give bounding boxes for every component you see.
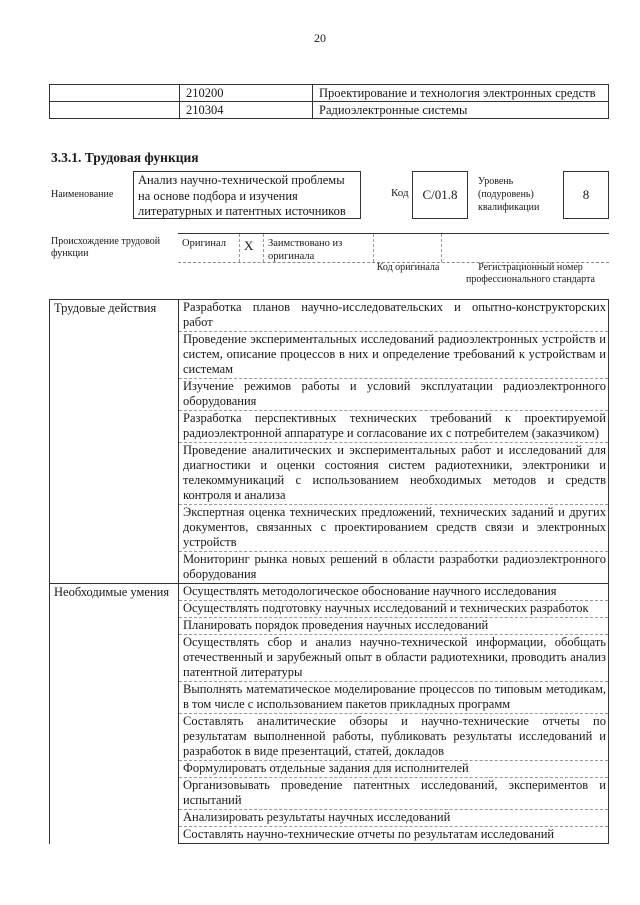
section-title: 3.3.1. Трудовая функция [51,150,199,165]
specialty-title: Проектирование и технология электронных средств [313,85,609,102]
specialty-code: 210304 [180,102,313,119]
category-label: Трудовые действия [50,300,179,584]
name-label: Наименование [51,189,114,200]
list-item: Выполнять математическое моделирование процессов по типовым методикам, в том числе с использованием пакетов прикладных программ [179,682,609,714]
blank-cell [50,85,180,102]
table-row [50,584,609,601]
original-label: Оригинал [178,234,240,262]
row-edge [608,618,609,635]
row-edge [608,778,609,810]
list-item: Проведение экспериментальных исследований радиоэлектронных устройств и систем, описание процессов в них и определение требований к устройствам и системам [179,332,609,379]
list-item: Экспертная оценка технических предложений, технических заданий и других документов, связанных с проектированием средств связи и электронных устройств [179,505,609,552]
list-item: Анализировать результаты научных исследований [179,810,609,827]
code-original-caption: Код оригинала [376,262,440,273]
list-item: Разработка перспективных технических требований к проектируемой радиоэлектронной аппаратуре и согласование их с потребителем (заказчиком) [179,411,609,443]
list-item: Осуществлять подготовку научных исследований и технических разработок [179,601,609,618]
specialty-code: 210200 [180,85,313,102]
origin-label: Происхождение трудовой функции [51,236,161,259]
page-number: 20 [314,31,326,45]
row-edge [608,601,609,618]
function-name-box: Анализ научно-технической проблемы на основе подбора и изучения литературных и патентных источников [133,171,361,219]
function-details-table [49,299,609,844]
list-item: Осуществлять сбор и анализ научно-технической информации, обобщать отечественный и зарубежный опыт в области радиотехники, проводить анализ патентной литературы [179,635,609,682]
row-edge [608,300,609,332]
row-edge [608,505,609,552]
row-edge [608,810,609,827]
list-item: Проведение аналитических и экспериментальных работ и исследований для диагностики и оценки состояния систем радиотехники, электроники и телекоммуникаций с использованием необходимых методов и средств контроля и анализа [179,443,609,505]
list-item: Формулировать отдельные задания для исполнителей [179,761,609,778]
reg-number-cell [442,234,609,262]
list-item: Мониторинг рынка новых решений в области разработки радиоэлектронного оборудования [179,552,609,584]
list-item: Составлять научно-технические отчеты по результатам исследований [179,827,609,844]
reg-number-caption: Регистрационный номер профессионального стандарта [466,262,595,285]
borrowed-label: Заимствовано из оригинала [264,234,374,262]
row-edge [608,443,609,505]
list-item: Изучение режимов работы и условий эксплуатации радиоэлектронного оборудования [179,379,609,411]
row-edge [608,552,609,584]
level-label: Уровень (подуровень) квалификации [478,176,540,213]
row-edge [608,411,609,443]
category-label: Необходимые умения [50,584,179,844]
original-code-cell [374,234,442,262]
row-edge [608,827,609,844]
list-item: Разработка планов научно-исследовательских и опытно-конструкторских работ [179,300,609,332]
row-edge [608,332,609,379]
code-row [50,85,609,102]
specialty-title: Радиоэлектронные системы [313,102,609,119]
code-row [50,102,609,119]
code-label: Код [391,187,409,199]
list-item: Составлять аналитические обзоры и научно-технические отчеты по результатам выполненной работы, публиковать результаты исследований и разработок в виде презентаций, статей, докладов [179,714,609,761]
original-mark: X [240,234,264,262]
blank-cell [50,102,180,119]
row-edge [608,761,609,778]
row-edge [608,584,609,601]
table-row [50,300,609,332]
row-edge [608,682,609,714]
row-edge [608,714,609,761]
list-item: Планировать порядок проведения научных исследований [179,618,609,635]
row-edge [608,379,609,411]
level-value-box: 8 [563,171,609,219]
origin-row [178,233,609,263]
list-item: Организовывать проведение патентных исследований, экспериментов и испытаний [179,778,609,810]
row-edge [608,635,609,682]
specialty-codes-table [49,84,609,119]
list-item: Осуществлять методологическое обоснование научного исследования [179,584,609,601]
function-code-box: С/01.8 [412,171,468,219]
